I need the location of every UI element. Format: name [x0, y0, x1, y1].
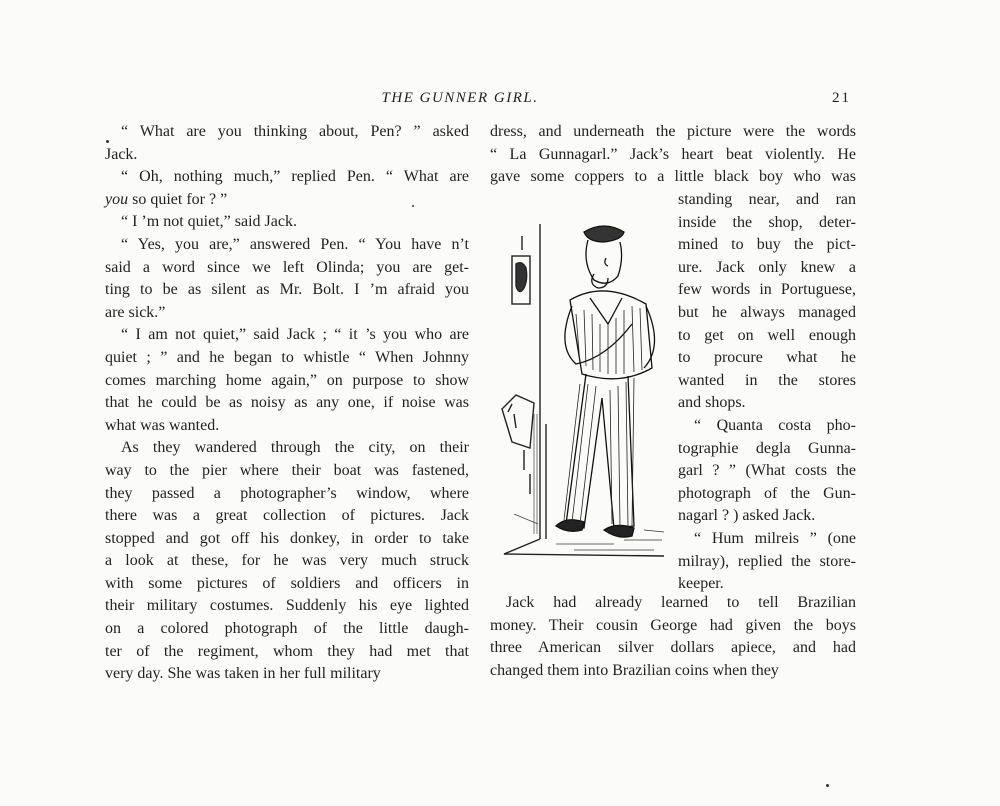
- text-line: “ I am not quiet,” said Jack ; “ it ’s you who are: [121, 326, 469, 344]
- text-line: on a colored photograph of the little daugh-: [105, 620, 469, 638]
- text-line: money. Their cousin George had given the boys: [490, 616, 856, 634]
- text-line: ter of the regiment, whom they had met that: [105, 642, 469, 660]
- text-line: milray), replied the store-: [678, 552, 856, 570]
- text-line: and shops.: [678, 394, 746, 412]
- text-line: wanted in the stores: [678, 371, 856, 389]
- text-line: Jack had already learned to tell Brazilian: [506, 594, 856, 611]
- text-line: comes marching home again,” on purpose to show: [105, 371, 469, 389]
- ink-speck: [826, 784, 829, 787]
- text-line: ting to be as silent as Mr. Bolt. I ’m afraid you: [105, 281, 469, 299]
- text-line: As they wandered through the city, on their: [121, 439, 469, 457]
- ink-speck: [412, 205, 414, 207]
- text-line: Jack.: [105, 145, 138, 163]
- text-line: what was wanted.: [105, 416, 220, 434]
- text-line: “ Hum milreis ” (one: [694, 529, 856, 547]
- text-line: way to the pier where their boat was fastened,: [105, 461, 469, 479]
- text-line: gave some coppers to a little black boy who was: [490, 168, 856, 186]
- text-line: said a word since we left Olinda; you are get-: [105, 258, 469, 276]
- text-line: but he always managed: [678, 303, 856, 321]
- right-text-top: [490, 121, 856, 189]
- text-line: few words in Portuguese,: [678, 281, 856, 299]
- text-line: very day. She was taken in her full military: [105, 665, 381, 683]
- text-line: to get on well enough: [678, 326, 856, 344]
- text-line: you so quiet for ? ”: [105, 190, 228, 208]
- right-text-bottom: [490, 592, 856, 682]
- text-line: nagarl ? ) asked Jack.: [678, 507, 816, 525]
- text-line: “ Quanta costa pho-: [694, 416, 856, 434]
- text-line: “ I ’m not quiet,” said Jack.: [121, 213, 297, 231]
- text-line: they passed a photographer’s window, where: [105, 484, 469, 502]
- text-line: standing near, and ran: [678, 191, 856, 208]
- text-line: ure. Jack only knew a: [678, 258, 856, 276]
- text-line: their military costumes. Suddenly his eye lighted: [105, 597, 469, 615]
- left-text-column: [105, 121, 469, 686]
- text-line: garl ? ” (What costs the: [678, 462, 856, 480]
- text-line: three American silver dollars apiece, and had: [490, 639, 856, 657]
- text-line: dress, and underneath the picture were the words: [490, 123, 856, 140]
- text-line: “ Oh, nothing much,” replied Pen. “ What are: [121, 168, 469, 186]
- text-line: a look at these, for he was very much struck: [105, 552, 469, 570]
- text-line: to procure what he: [678, 349, 856, 367]
- text-line: with some pictures of soldiers and officers in: [105, 574, 469, 592]
- text-line: “ What are you thinking about, Pen? ” asked: [121, 123, 469, 140]
- boy-at-shop-window-illustration: [494, 214, 670, 584]
- text-line: mined to buy the pict-: [678, 236, 856, 254]
- text-line: inside the shop, deter-: [678, 213, 856, 231]
- text-line: stopped and got off his donkey, in order to take: [105, 529, 469, 547]
- text-line: “ Yes, you are,” answered Pen. “ You have n’t: [121, 235, 469, 253]
- text-line: that he could be as noisy as any one, if noise was: [105, 394, 469, 412]
- ink-speck: [106, 140, 109, 143]
- text-line: keeper.: [678, 575, 724, 593]
- text-line: there was a great collection of pictures. Jack: [105, 507, 469, 525]
- text-line: photograph of the Gun-: [678, 484, 856, 502]
- text-line: are sick.”: [105, 303, 166, 321]
- text-line: “ La Gunnagarl.” Jack’s heart beat violently. He: [490, 145, 856, 163]
- text-line: changed them into Brazilian coins when they: [490, 661, 779, 679]
- right-text-beside-illustration: [678, 189, 856, 596]
- page-number: 21: [832, 90, 851, 106]
- text-line: quiet ; ” and he began to whistle “ When Johnny: [105, 348, 469, 366]
- running-title: THE GUNNER GIRL.: [381, 90, 539, 106]
- text-line: tographie degla Gunna-: [678, 439, 856, 457]
